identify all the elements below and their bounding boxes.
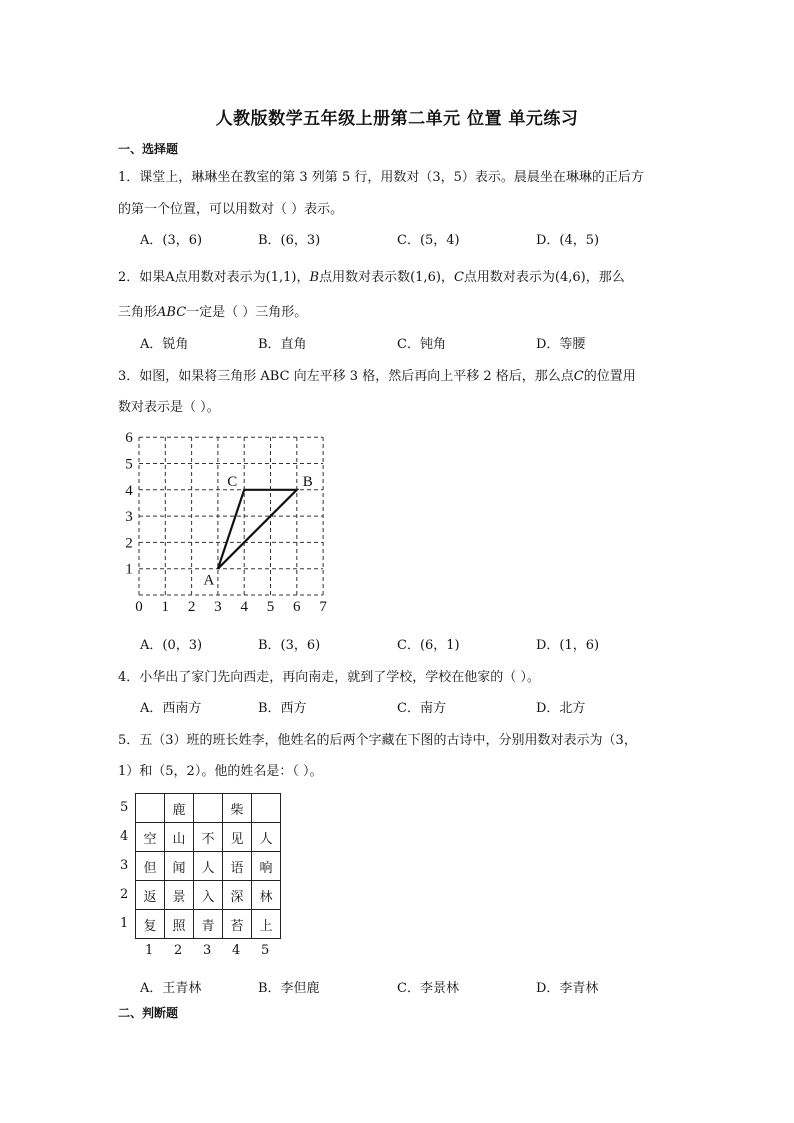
section-heading-judgement: 二、判断题 <box>118 1006 179 1020</box>
question-4-option-c[interactable]: C．南方 <box>397 701 446 716</box>
y-tick-label: 1 <box>125 561 133 578</box>
question-3-line-1 <box>118 365 636 384</box>
section-heading-choice: 一、选择题 <box>118 142 179 156</box>
y-tick-label: 4 <box>125 482 133 499</box>
table-cell: 照 <box>165 910 194 939</box>
q2-var-abc: ABC <box>157 305 187 320</box>
col-label: 5 <box>261 943 270 958</box>
x-tick-label: 6 <box>293 599 301 615</box>
table-cell <box>194 794 223 823</box>
table-cell: 林 <box>252 881 281 910</box>
q2-text-6: ，那么 <box>585 270 625 285</box>
q2-text-3: 点用数对表示数 <box>319 270 411 285</box>
x-tick-label: 1 <box>161 599 170 615</box>
q2-coord-b: (1,6) <box>410 270 441 285</box>
y-tick-label: 3 <box>125 509 133 526</box>
q2-coord-c: (4,6) <box>554 270 586 285</box>
q2-l2-text-2: 一定是（ ）三角形。 <box>186 305 308 320</box>
table-cell: 深 <box>223 881 252 910</box>
table-cell: 返 <box>136 881 165 910</box>
table-row <box>136 881 281 910</box>
q2-text-2: ， <box>296 270 310 285</box>
grid-lines <box>139 437 323 595</box>
col-label: 4 <box>232 943 241 958</box>
question-5-option-c[interactable]: C．李景林 <box>397 981 459 996</box>
question-1-option-d[interactable]: D．(4，5) <box>536 233 600 248</box>
question-1-option-a[interactable]: A．(3，6) <box>140 233 203 248</box>
question-2-option-c[interactable]: C．钝角 <box>397 337 446 352</box>
poem-table <box>135 793 281 939</box>
y-tick-label: 6 <box>125 430 133 447</box>
question-3-option-c[interactable]: C．(6，1) <box>397 638 460 653</box>
row-label: 5 <box>120 800 129 815</box>
question-1-option-c[interactable]: C．(5，4) <box>397 233 460 248</box>
row-label: 1 <box>120 916 129 931</box>
question-1-line-1: 1．课堂上，琳琳坐在教室的第 3 列第 5 行，用数对（3，5）表示。晨晨坐在琳琳的正后方 <box>118 170 644 185</box>
y-tick-label: 2 <box>125 535 133 552</box>
table-cell: 景 <box>165 881 194 910</box>
row-label: 3 <box>120 858 129 873</box>
question-4-line-1: 4．小华出了家门先向西走，再向南走，就到了学校，学校在他家的（ ）。 <box>118 670 540 685</box>
table-cell: 不 <box>194 823 223 852</box>
point-label-c: C <box>227 473 238 490</box>
question-4-option-d[interactable]: D．北方 <box>536 701 586 716</box>
table-row <box>136 910 281 939</box>
q2-l2-text-1: 三角形 <box>118 305 158 320</box>
q2-var-b: B <box>309 270 320 285</box>
question-1-option-b[interactable]: B．(6，3) <box>258 233 321 248</box>
table-row <box>136 794 281 823</box>
table-row <box>136 823 281 852</box>
q2-text-1: 2．如果A点用数对表示为 <box>118 270 266 285</box>
table-cell: 苔 <box>223 910 252 939</box>
table-cell: 人 <box>252 823 281 852</box>
page-title: 人教版数学五年级上册第二单元 位置 单元练习 <box>215 109 579 129</box>
question-2-option-a[interactable]: A．锐角 <box>140 337 189 352</box>
row-label: 2 <box>120 887 129 902</box>
table-cell: 见 <box>223 823 252 852</box>
table-cell: 柴 <box>223 794 252 823</box>
question-4-option-b[interactable]: B．西方 <box>258 701 307 716</box>
q3-text-2: 的位置用 <box>583 369 636 384</box>
question-1-line-2: 的第一个位置，可以用数对（ ）表示。 <box>118 202 344 217</box>
question-3-option-b[interactable]: B．(3，6) <box>258 638 321 653</box>
triangle-outline <box>218 490 297 569</box>
question-2-option-d[interactable]: D．等腰 <box>536 337 586 352</box>
x-tick-label: 5 <box>266 599 275 615</box>
table-cell: 人 <box>194 852 223 881</box>
x-tick-label: 7 <box>319 599 327 615</box>
q2-text-4: ， <box>440 270 454 285</box>
row-label: 4 <box>120 829 129 844</box>
table-cell: 鹿 <box>165 794 194 823</box>
x-tick-label: 0 <box>135 599 143 615</box>
x-tick-label: 2 <box>187 599 196 615</box>
q2-coord-a: (1,1) <box>265 270 297 285</box>
question-5-line-1: 5．五（3）班的班长姓李，他姓名的后两个字藏在下图的古诗中，分别用数对表示为（3， <box>118 733 637 748</box>
table-cell: 响 <box>252 852 281 881</box>
question-3-line-2: 数对表示是（ ）。 <box>118 400 220 415</box>
question-3-option-a[interactable]: A．(0，3) <box>140 638 203 653</box>
question-2-line-1 <box>118 266 625 285</box>
table-cell: 但 <box>136 852 165 881</box>
col-label: 3 <box>203 943 212 958</box>
table-row <box>136 852 281 881</box>
question-2-option-b[interactable]: B．直角 <box>258 337 307 352</box>
question-5-line-2: 1）和（5，2）。他的姓名是：（ ）。 <box>118 764 323 779</box>
table-cell <box>136 794 165 823</box>
table-cell: 复 <box>136 910 165 939</box>
table-cell: 上 <box>252 910 281 939</box>
question-2-line-2 <box>118 301 307 320</box>
table-cell: 入 <box>194 881 223 910</box>
table-cell: 青 <box>194 910 223 939</box>
table-cell: 语 <box>223 852 252 881</box>
table-cell: 空 <box>136 823 165 852</box>
point-label-b: B <box>302 473 313 490</box>
table-cell <box>252 794 281 823</box>
col-label: 1 <box>145 943 154 958</box>
col-label: 2 <box>174 943 183 958</box>
q3-var-c: C <box>573 369 584 384</box>
q2-text-5: 点用数对表示为 <box>463 270 555 285</box>
question-4-option-a[interactable]: A．西南方 <box>140 701 202 716</box>
question-5-option-d[interactable]: D．李青林 <box>536 981 599 996</box>
point-label-a: A <box>203 572 215 589</box>
coordinate-grid-figure <box>118 425 338 620</box>
question-3-option-d[interactable]: D．(1，6) <box>536 638 600 653</box>
triangle-abc <box>218 490 297 569</box>
q3-text-1: 3．如图，如果将三角形 ABC 向左平移 3 格，然后再向上平移 2 格后，那么点 <box>118 369 574 384</box>
y-tick-label: 5 <box>125 456 133 473</box>
table-cell: 山 <box>165 823 194 852</box>
x-tick-label: 4 <box>240 599 248 615</box>
question-5-option-a[interactable]: A．王青林 <box>140 981 202 996</box>
q2-var-c: C <box>453 270 464 285</box>
x-tick-label: 3 <box>214 599 222 615</box>
table-cell: 闻 <box>165 852 194 881</box>
question-5-option-b[interactable]: B．李但鹿 <box>258 981 320 996</box>
